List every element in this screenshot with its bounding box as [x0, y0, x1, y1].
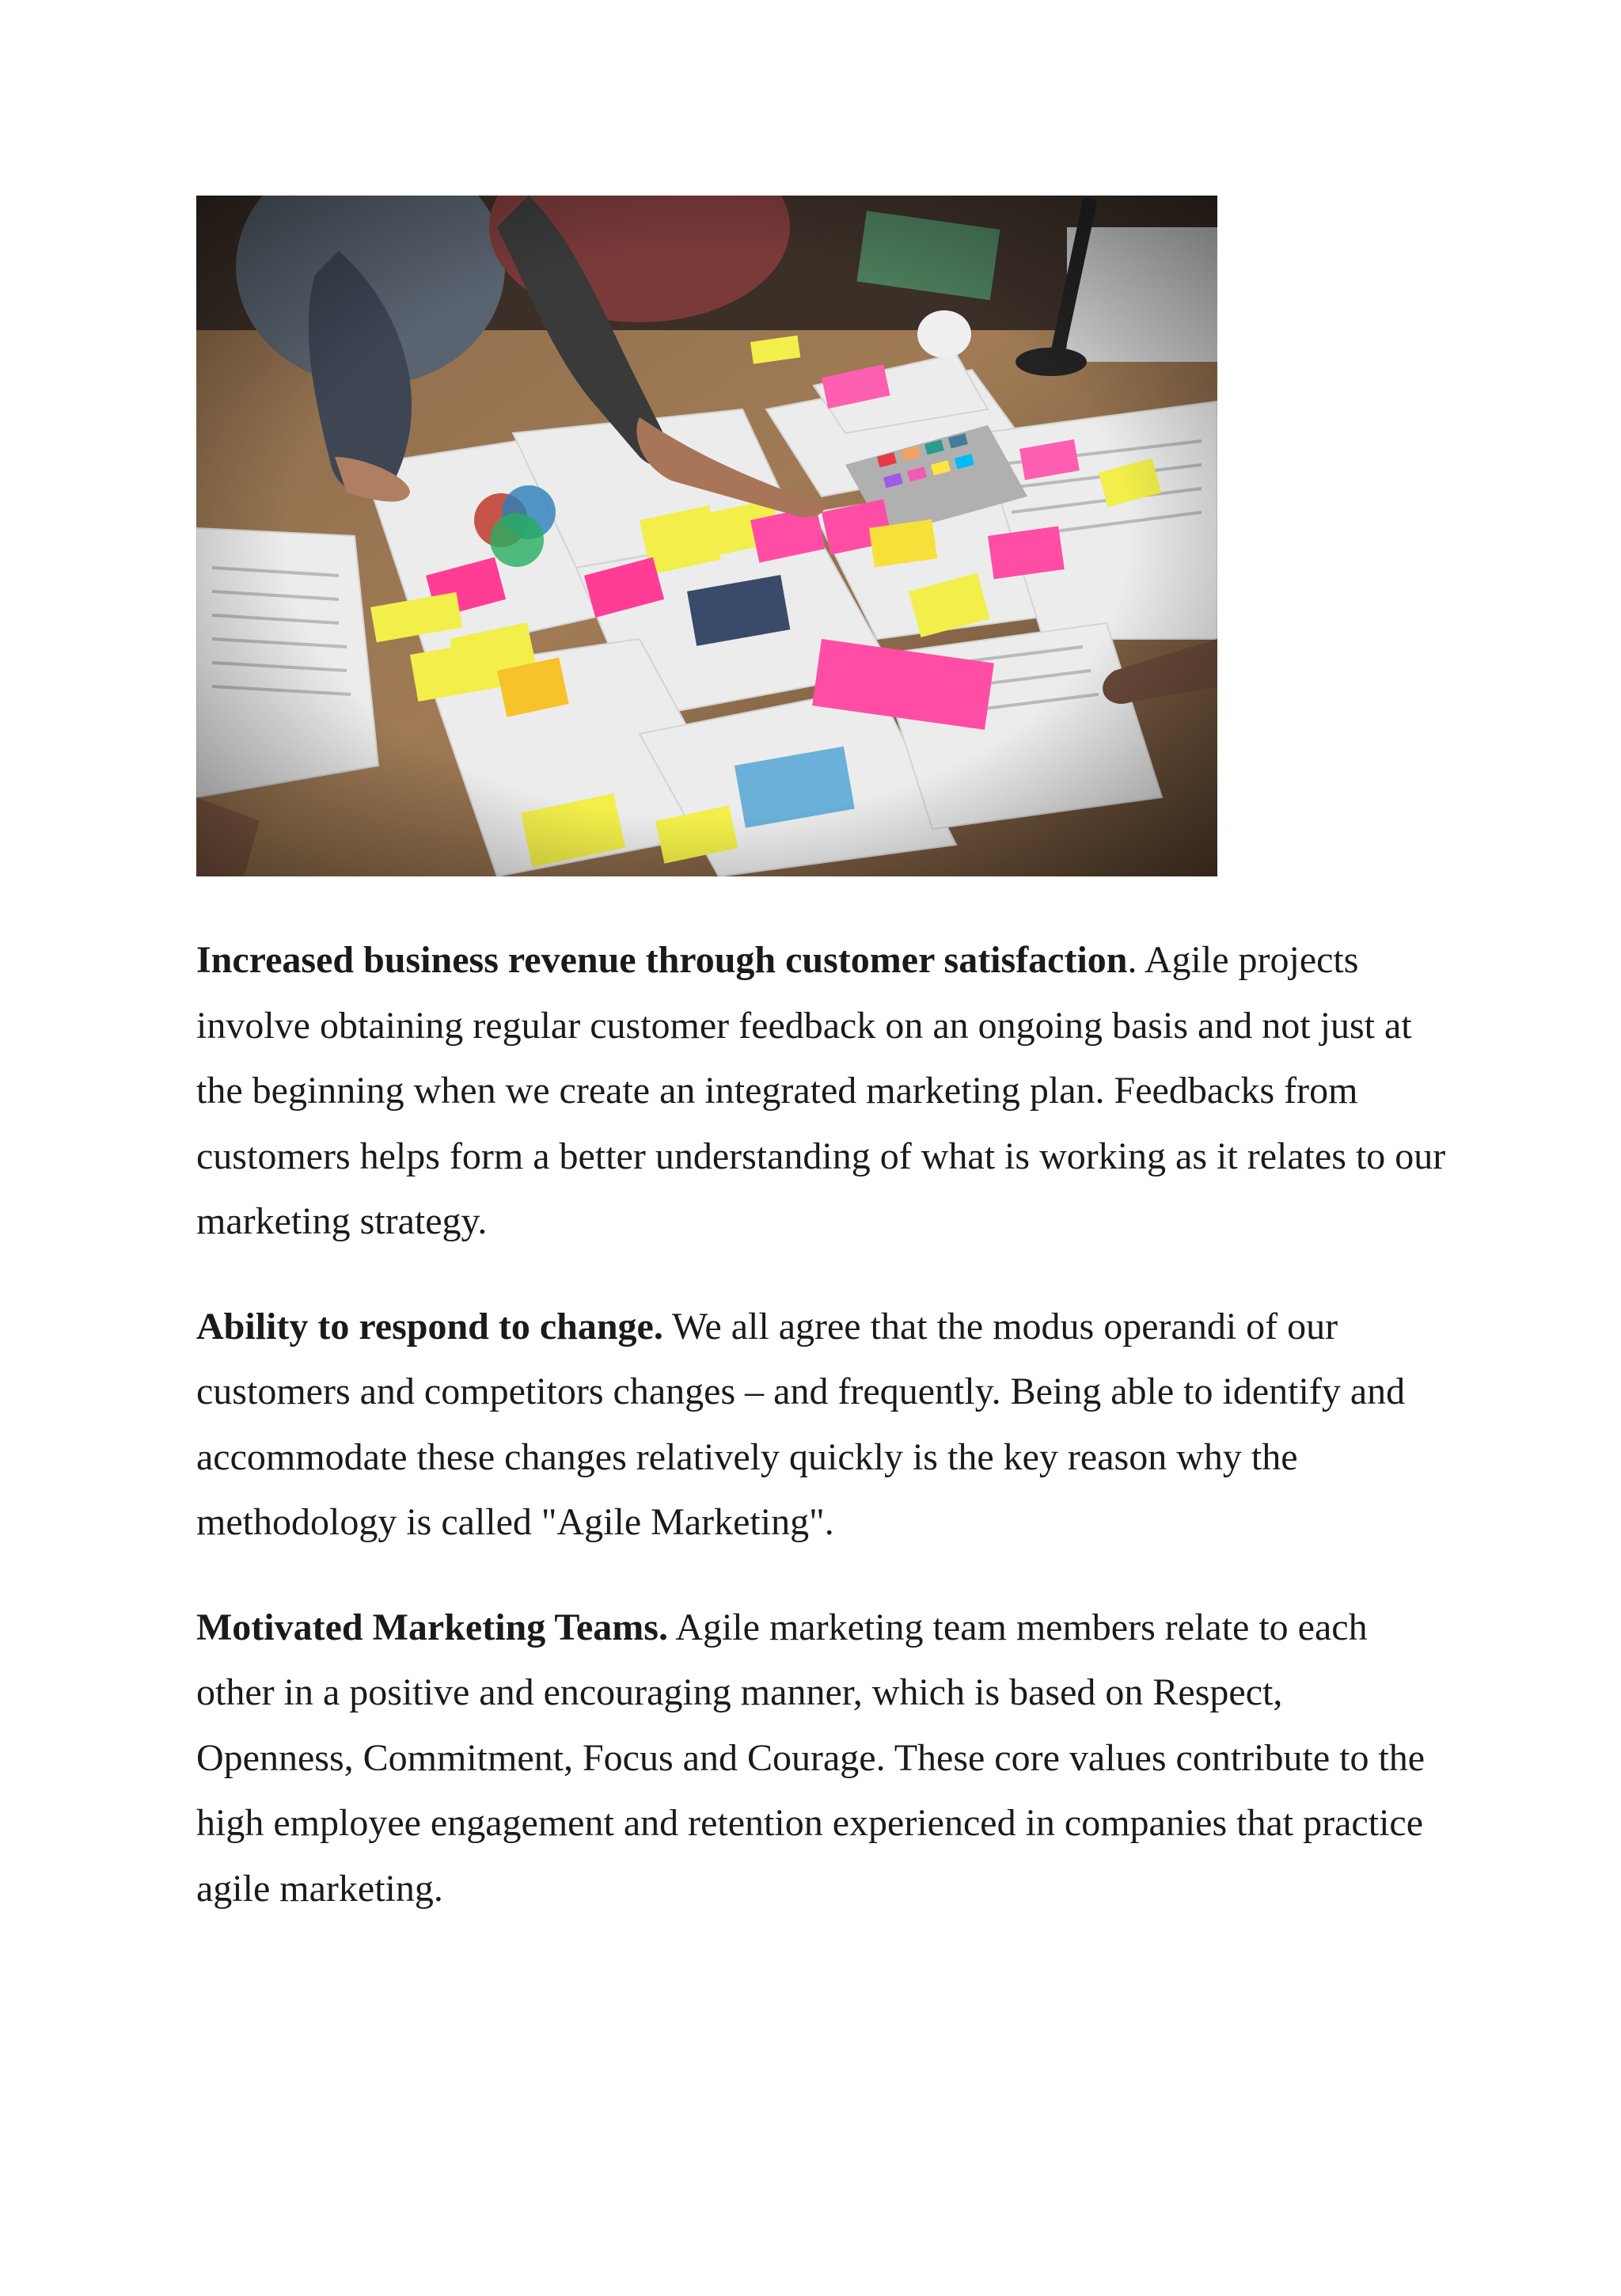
paragraph-text: We all agree that the modus operandi of our customers and competitors changes – and frequently. Being able to identify and accommodate these changes relatively quickly is the key reason why the methodology is called "Agile Marketing". — [196, 1305, 1406, 1543]
team-planning-photo — [196, 196, 1217, 876]
paragraph-respond-to-change — [196, 1294, 1447, 1556]
paragraph-heading: Ability to respond to change. — [196, 1305, 663, 1348]
paragraph-heading: Motivated Marketing Teams. — [196, 1606, 668, 1648]
paragraph-text: Agile marketing team members relate to each other in a positive and encouraging manner, which is based on Respect, Openness, Commitment, Focus and Courage. These core values contribute to the high employee engagement and retention experienced in companies that practice agile marketing. — [196, 1606, 1425, 1910]
paragraph-customer-satisfaction — [196, 928, 1447, 1255]
paragraph-motivated-teams — [196, 1595, 1447, 1922]
paragraph-heading: Increased business revenue through customer satisfaction — [196, 939, 1128, 981]
paragraph-text: . Agile projects involve obtaining regular customer feedback on an ongoing basis and not just at the beginning when we create an integrated marketing plan. Feedbacks from customers helps form a better understanding of what is working as it relates to our marketing strategy. — [196, 939, 1446, 1242]
article-body — [196, 928, 1447, 1961]
